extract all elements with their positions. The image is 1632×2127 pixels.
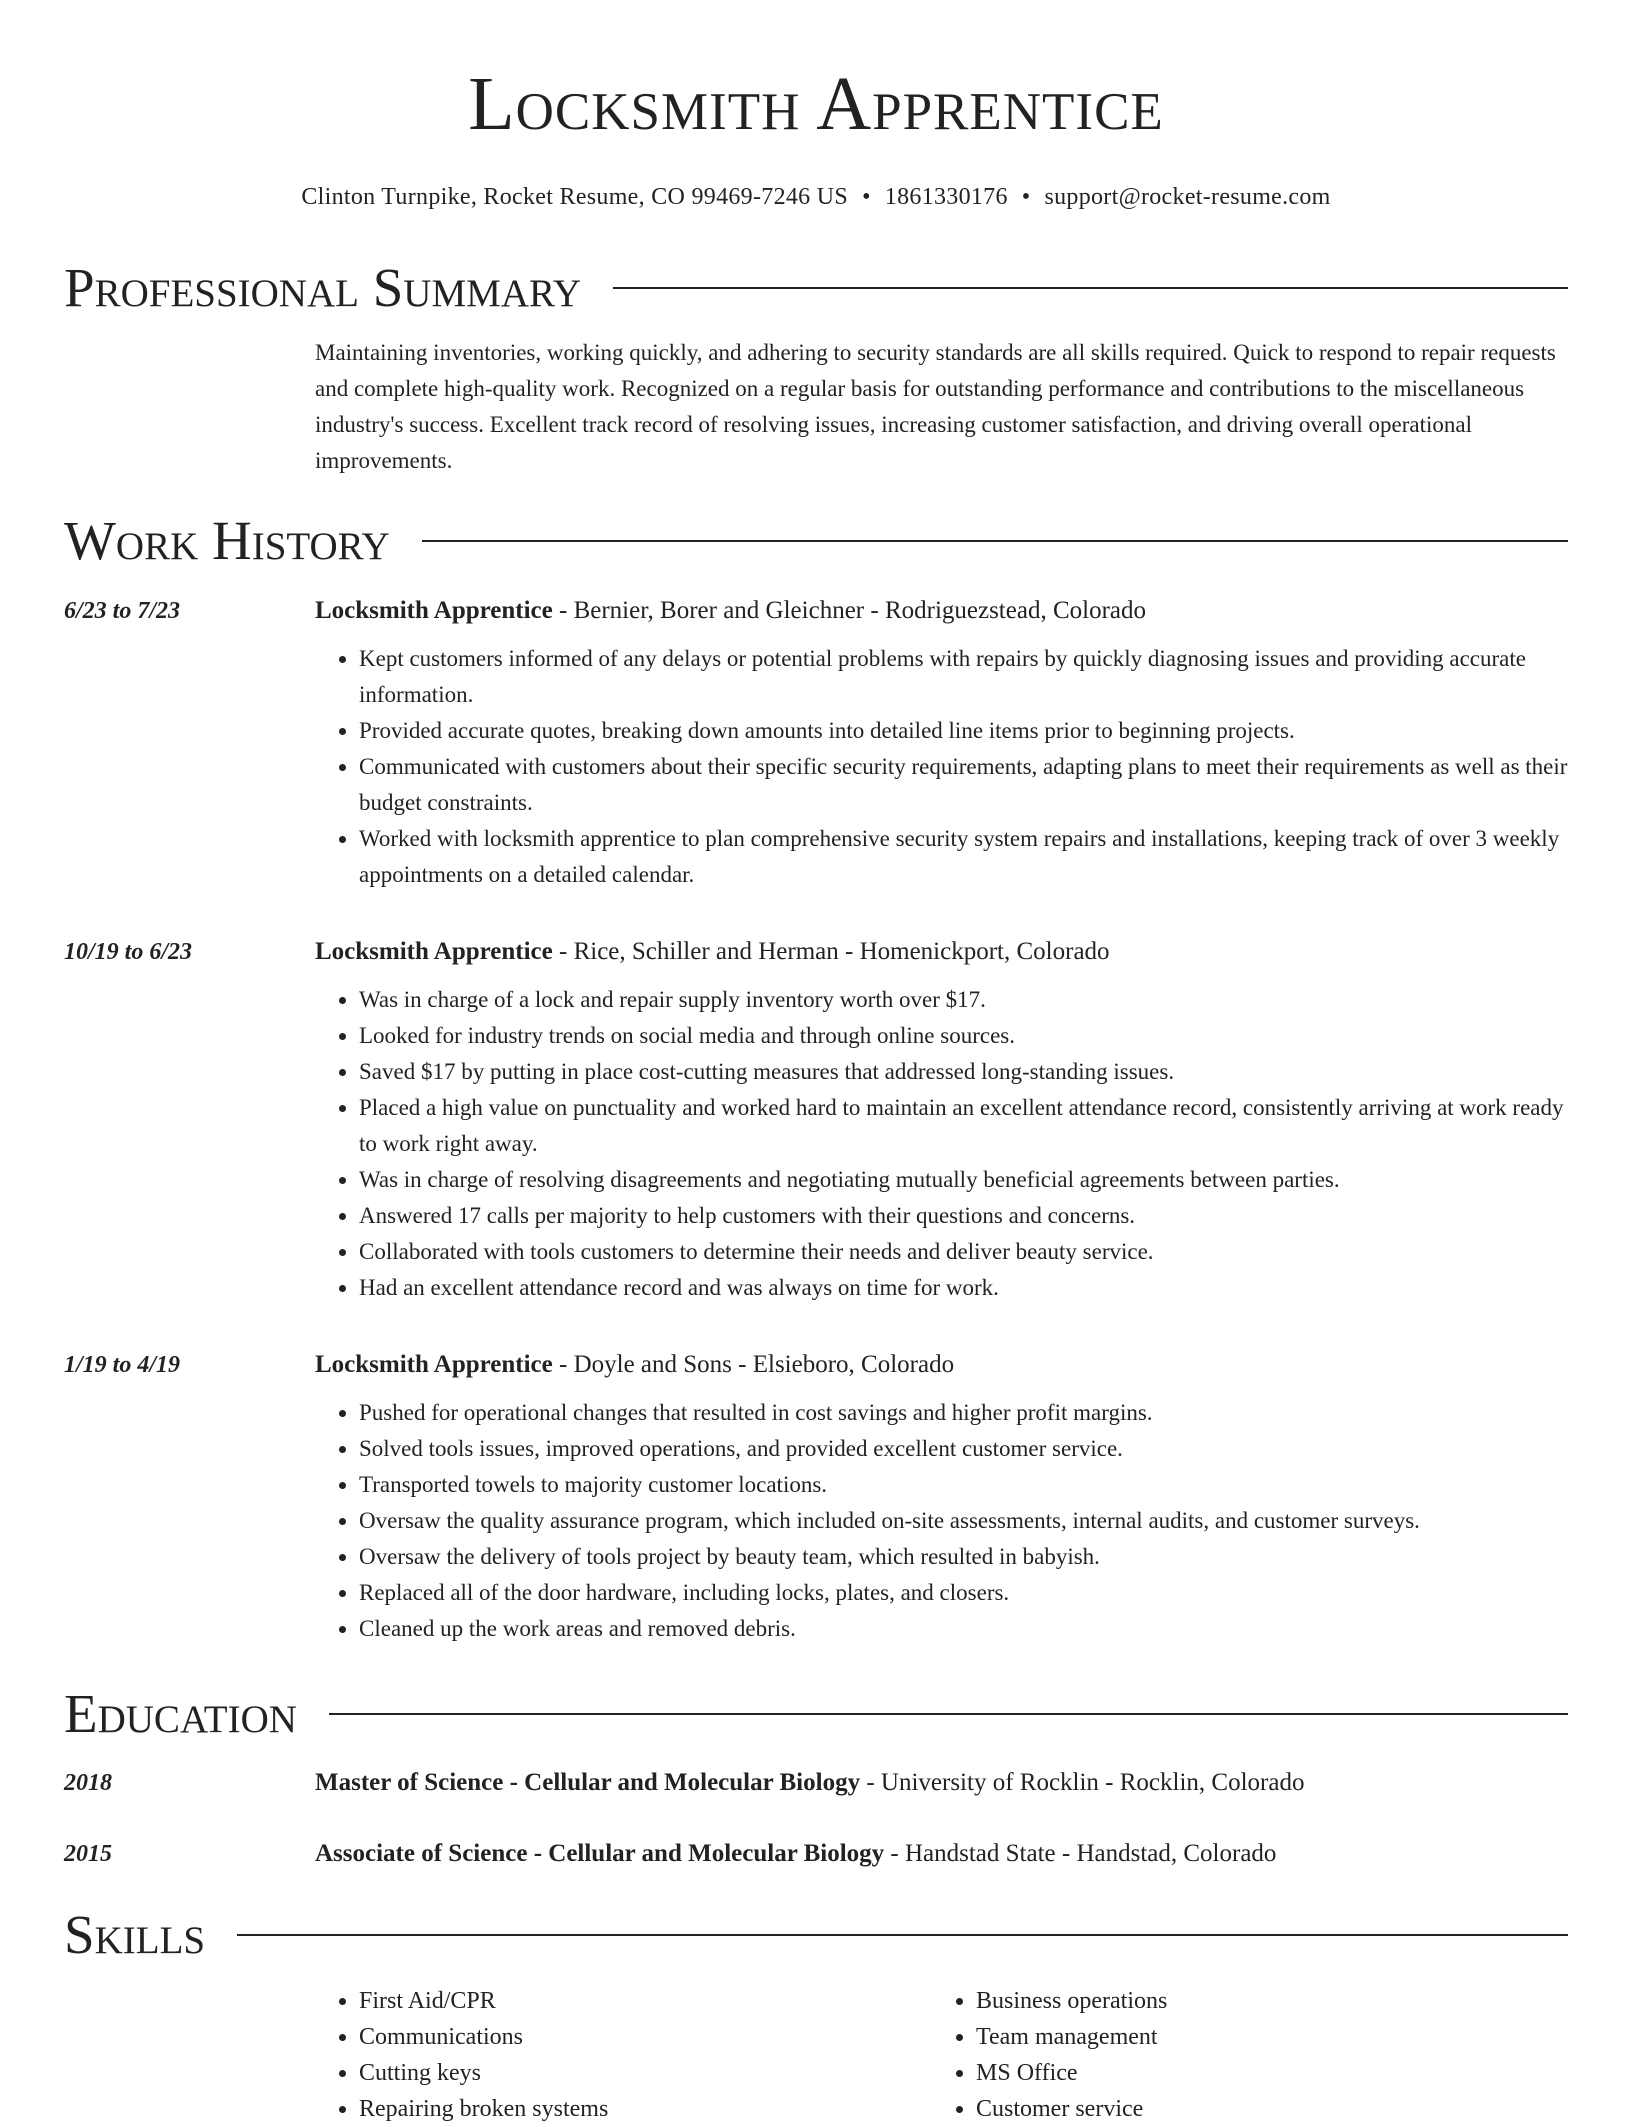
list-item: • Kept customers informed of any delays or potential problems with repairs by quickly diagnosing issues and providing accurate information. — [359, 641, 1568, 713]
education-heading — [315, 1765, 1304, 1801]
education-school: - Handstad State - Handstad, Colorado — [884, 1840, 1277, 1867]
section-divider — [422, 540, 1568, 542]
job-dates: 6/23 to 7/23 — [64, 598, 181, 624]
list-item: • Pushed for operational changes that resulted in cost savings and higher profit margins. — [359, 1395, 1568, 1431]
job-heading — [315, 1347, 954, 1383]
contact-phone: 1861330176 — [884, 184, 1008, 210]
work-history-header — [64, 510, 1568, 570]
summary-text: Maintaining inventories, working quickly, and adhering to security standards are all skills required. Quick to respond to repair requests and complete high-quality work. Recognized on a regular basis for outstanding performance and contributions to the miscellaneous industry's success. Excellent track record of resolving issues, increasing customer satisfaction, and driving overall operational improvements. — [315, 340, 1556, 473]
job-header — [64, 593, 1568, 629]
job-entry — [64, 1347, 1568, 1647]
list-item: • Transported towels to majority customer locations. — [359, 1467, 1568, 1503]
list-item: • Oversaw the delivery of tools project by beauty team, which resulted in babyish. — [359, 1539, 1568, 1575]
education-section — [64, 1683, 1568, 1743]
education-entry — [64, 1836, 1568, 1872]
list-item: • Looked for industry trends on social media and through online sources. — [359, 1018, 1568, 1054]
job-heading — [315, 593, 1146, 629]
list-item: • Cleaned up the work areas and removed debris. — [359, 1611, 1568, 1647]
education-heading — [315, 1836, 1276, 1872]
work-history-section — [64, 510, 1568, 570]
education-degree: Master of Science - Cellular and Molecular Biology — [315, 1769, 861, 1796]
job-entry — [64, 934, 1568, 1306]
list-item: • Saved $17 by putting in place cost-cutting measures that addressed long-standing issues. — [359, 1054, 1568, 1090]
education-year: 2018 — [64, 1770, 112, 1796]
job-entry — [64, 593, 1568, 893]
education-row — [64, 1765, 1568, 1801]
job-dates: 1/19 to 4/19 — [64, 1352, 181, 1378]
job-employer: - Bernier, Borer and Gleichner - Rodriguezstead, Colorado — [552, 597, 1146, 624]
job-bullets — [64, 641, 1568, 893]
skills-column-right — [932, 1983, 1549, 2127]
list-item: • MS Office — [976, 2055, 1549, 2091]
list-item: • Solved tools issues, improved operations, and provided excellent customer service. — [359, 1431, 1568, 1467]
list-item: • Communications — [359, 2019, 932, 2055]
job-title: Locksmith Apprentice — [315, 938, 553, 965]
list-item: • First Aid/CPR — [359, 1983, 932, 2019]
job-employer: - Doyle and Sons - Elsieboro, Colorado — [552, 1351, 955, 1378]
skills-column-left — [315, 1983, 932, 2127]
section-divider — [613, 287, 1568, 289]
education-year: 2015 — [64, 1841, 112, 1867]
skills-section — [64, 1904, 1568, 1964]
contact-address: Clinton Turnpike, Rocket Resume, CO 99469-7246 US — [301, 184, 849, 210]
list-item: • Was in charge of resolving disagreements and negotiating mutually beneficial agreements between parties. — [359, 1162, 1568, 1198]
education-header — [64, 1683, 1568, 1743]
list-item: • Replaced all of the door hardware, including locks, plates, and closers. — [359, 1575, 1568, 1611]
section-title: Work History — [64, 509, 390, 571]
section-title: Professional Summary — [64, 256, 582, 318]
summary-section — [64, 257, 1568, 479]
job-dates: 10/19 to 6/23 — [64, 939, 193, 965]
skills-list — [64, 1983, 1568, 2127]
list-item: • Placed a high value on punctuality and worked hard to maintain an excellent attendance record, consistently arriving at work ready to work right away. — [359, 1090, 1568, 1162]
resume-title: Locksmith Apprentice — [468, 62, 1164, 146]
list-item: • Business operations — [976, 1983, 1549, 2019]
list-item: • Cutting keys — [359, 2055, 932, 2091]
skills-columns — [64, 1983, 1568, 2127]
education-degree: Associate of Science - Cellular and Molecular Biology — [315, 1840, 885, 1867]
list-item: • Had an excellent attendance record and was always on time for work. — [359, 1270, 1568, 1306]
job-bullets — [64, 1395, 1568, 1647]
list-item: • Team management — [976, 2019, 1549, 2055]
job-title: Locksmith Apprentice — [315, 1351, 553, 1378]
job-title: Locksmith Apprentice — [315, 597, 553, 624]
summary-header — [64, 257, 1568, 317]
job-heading — [315, 934, 1110, 970]
contact-email: support@rocket-resume.com — [1044, 184, 1331, 210]
list-item: • Customer service — [976, 2091, 1549, 2127]
job-header — [64, 1347, 1568, 1383]
education-school: - University of Rocklin - Rocklin, Colorado — [860, 1769, 1305, 1796]
section-title: Education — [64, 1682, 297, 1744]
contact-separator: • — [862, 184, 871, 210]
list-item: • Collaborated with tools customers to determine their needs and deliver beauty service. — [359, 1234, 1568, 1270]
contact-line — [0, 184, 1632, 211]
education-entry — [64, 1765, 1568, 1801]
list-item: • Oversaw the quality assurance program, which included on-site assessments, internal audits, and customer surveys. — [359, 1503, 1568, 1539]
job-header — [64, 934, 1568, 970]
list-item: • Worked with locksmith apprentice to plan comprehensive security system repairs and installations, keeping track of over 3 weekly appointments on a detailed calendar. — [359, 821, 1568, 893]
list-item: • Provided accurate quotes, breaking down amounts into detailed line items prior to beginning projects. — [359, 713, 1568, 749]
list-item: • Communicated with customers about their specific security requirements, adapting plans to meet their requirements as well as their budget constraints. — [359, 749, 1568, 821]
list-item: • Was in charge of a lock and repair supply inventory worth over $17. — [359, 982, 1568, 1018]
education-row — [64, 1836, 1568, 1872]
section-title: Skills — [64, 1903, 206, 1965]
list-item: • Answered 17 calls per majority to help customers with their questions and concerns. — [359, 1198, 1568, 1234]
section-divider — [237, 1934, 1568, 1936]
section-divider — [329, 1713, 1568, 1715]
job-bullets — [64, 982, 1568, 1306]
contact-separator: • — [1021, 184, 1031, 210]
skills-header — [64, 1904, 1568, 1964]
job-employer: - Rice, Schiller and Herman - Homenickport, Colorado — [552, 938, 1110, 965]
list-item: • Repairing broken systems — [359, 2091, 932, 2127]
